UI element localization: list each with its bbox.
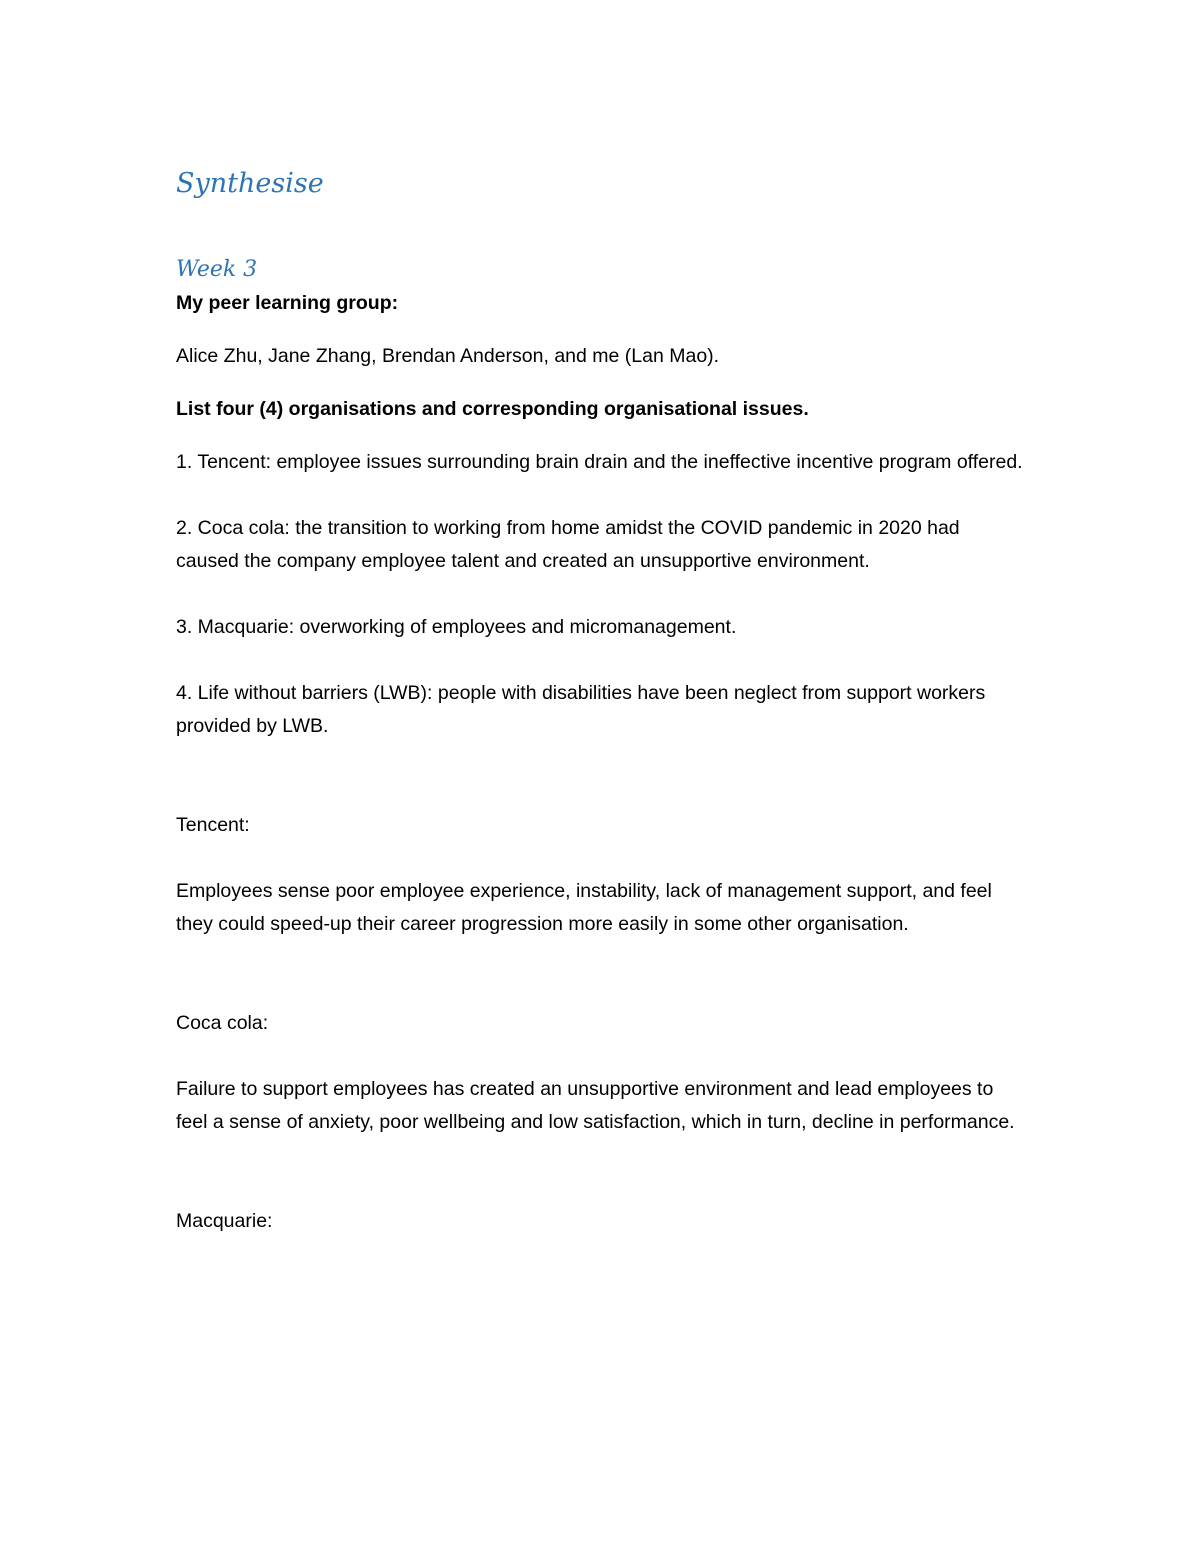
section-body-tencent: Employees sense poor employee experience, instability, lack of management support, and feel they could speed-up their career progression more easily in some other organisation. [176,880,992,935]
document-body [176,166,1026,1238]
section-heading-coca-cola: Coca cola: [176,1012,269,1034]
week-heading: Week 3 [176,257,258,282]
issue-item: 1. Tencent: employee issues surrounding brain drain and the ineffective incentive program offered. [176,451,1023,473]
peer-group-label: My peer learning group: [176,292,399,314]
section-body-coca-cola: Failure to support employees has created an unsupportive environment and lead employees to feel a sense of anxiety, poor wellbeing and low satisfaction, which in turn, decline in performance. [176,1078,1015,1133]
issue-item: 4. Life without barriers (LWB): people with disabilities have been neglect from support workers provided by LWB. [176,682,986,737]
section-heading-tencent: Tencent: [176,814,250,836]
peer-group-members: Alice Zhu, Jane Zhang, Brendan Anderson, and me (Lan Mao). [176,345,720,367]
issue-item: 2. Coca cola: the transition to working from home amidst the COVID pandemic in 2020 had caused the company employee talent and created an unsupportive environment. [176,517,960,572]
issue-item: 3. Macquarie: overworking of employees and micromanagement. [176,616,737,638]
list-heading: List four (4) organisations and corresponding organisational issues. [176,398,809,420]
document-title: Synthesise [176,168,324,199]
section-heading-macquarie: Macquarie: [176,1210,273,1232]
